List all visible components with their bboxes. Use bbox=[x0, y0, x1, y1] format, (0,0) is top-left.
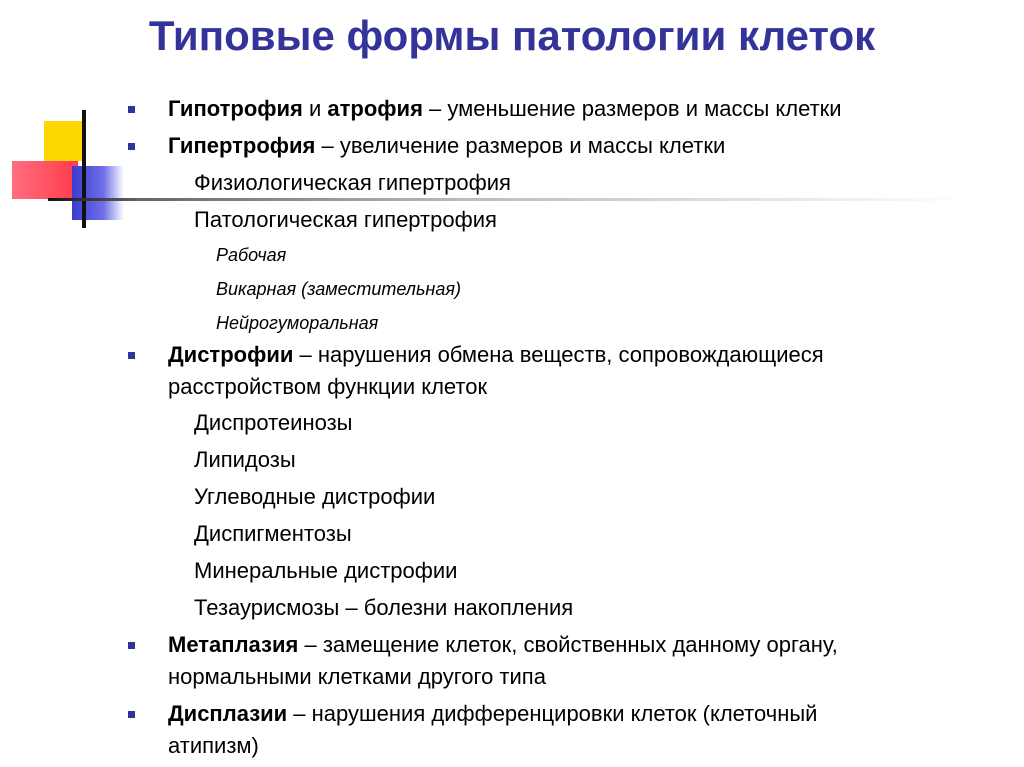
description: – нарушения дифференцировки клеток (клеточный bbox=[287, 701, 818, 726]
sub-item-thesaurismoses: Тезаурисмозы – болезни накопления bbox=[194, 595, 574, 620]
term: Гипотрофия bbox=[168, 96, 303, 121]
bullet-icon bbox=[128, 642, 135, 649]
description: – нарушения обмена веществ, сопровождающиеся bbox=[293, 342, 824, 367]
sub-item-carbohydrate: Углеводные дистрофии bbox=[194, 484, 436, 509]
term: Гипертрофия bbox=[168, 133, 316, 158]
list-item-dysplasia-line2: атипизм) bbox=[168, 733, 259, 758]
bullet-icon bbox=[128, 143, 135, 150]
description: – уменьшение размеров и массы клетки bbox=[422, 96, 842, 121]
bullet-icon bbox=[128, 352, 135, 359]
vertical-rule bbox=[82, 110, 86, 228]
sub-item-dysproteinoses: Диспротеинозы bbox=[194, 410, 353, 435]
list-item-metaplasia bbox=[168, 630, 838, 660]
blue-square bbox=[72, 166, 124, 220]
sub-item-pathological: Патологическая гипертрофия bbox=[194, 207, 497, 232]
bullet-icon bbox=[128, 106, 135, 113]
description: – увеличение размеров и массы клетки bbox=[315, 133, 726, 158]
slide-title: Типовые формы патологии клеток bbox=[148, 12, 876, 59]
sub-item-mineral: Минеральные дистрофии bbox=[194, 558, 458, 583]
list-item-dystrophy-line2: расстройством функции клеток bbox=[168, 374, 488, 399]
list-item-dysplasia bbox=[168, 699, 817, 729]
sub-sub-item-neurohumoral: Нейрогуморальная bbox=[216, 313, 379, 333]
list-item-hypertrophy bbox=[168, 131, 725, 161]
list-item-dystrophy bbox=[168, 340, 824, 370]
yellow-square bbox=[44, 121, 82, 161]
sub-sub-item-vicarious: Викарная (заместительная) bbox=[216, 279, 461, 299]
term: атрофия bbox=[327, 96, 423, 121]
horizontal-rule bbox=[48, 198, 968, 201]
term: Дистрофии bbox=[168, 342, 294, 367]
list-item-metaplasia-line2: нормальными клетками другого типа bbox=[168, 664, 546, 689]
sub-item-lipidoses: Липидозы bbox=[194, 447, 296, 472]
list-item-hypotrophy bbox=[168, 94, 842, 124]
sub-item-physiological: Физиологическая гипертрофия bbox=[194, 170, 511, 195]
term: Дисплазии bbox=[168, 701, 288, 726]
red-rectangle bbox=[12, 161, 78, 199]
bullet-icon bbox=[128, 711, 135, 718]
term: Метаплазия bbox=[168, 632, 299, 657]
sub-item-dyspigmentoses: Диспигментозы bbox=[194, 521, 352, 546]
sub-sub-item-working: Рабочая bbox=[216, 245, 287, 265]
connector: и bbox=[302, 96, 328, 121]
description: – замещение клеток, свойственных данному органу, bbox=[298, 632, 838, 657]
